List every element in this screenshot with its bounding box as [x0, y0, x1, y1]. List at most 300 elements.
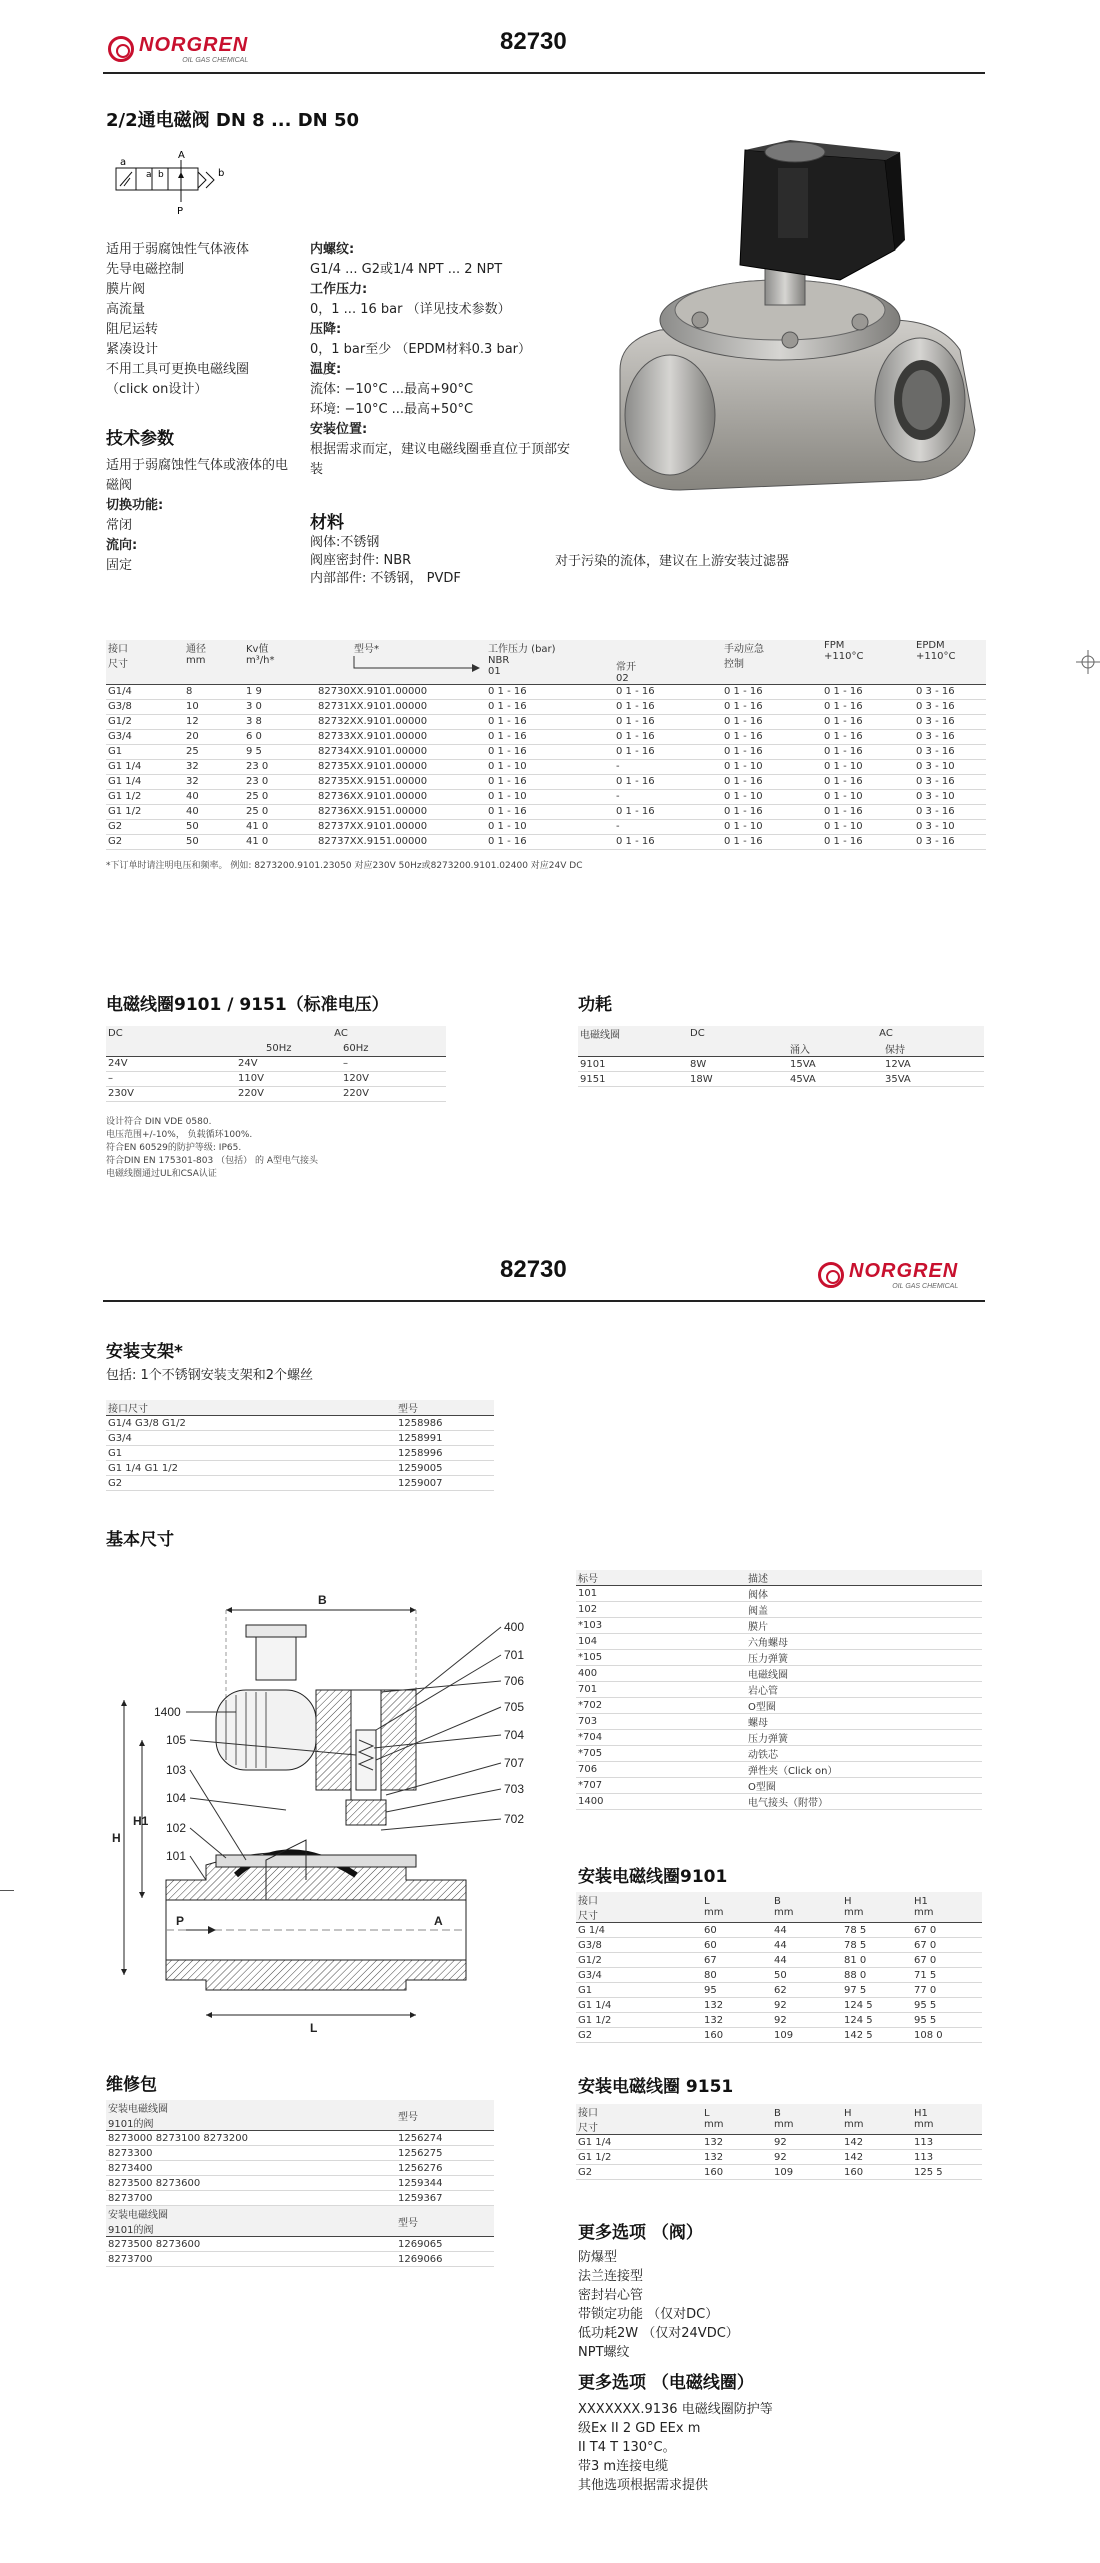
- parts-row-cell: 螺母: [746, 1714, 982, 1730]
- header-rule: [103, 72, 985, 74]
- repair-row: [106, 2146, 494, 2161]
- coil9101-row-cell: 160: [702, 2028, 772, 2043]
- coil9151-row-cell: 142: [842, 2150, 912, 2165]
- coil9101-row-cell: G1: [576, 1983, 702, 1998]
- parts-row-cell: *103: [576, 1618, 746, 1634]
- option-item: 法兰连接型: [578, 2269, 644, 2284]
- drop-value: 0，1 bar至少 （EPDM材料0.3 bar）: [310, 342, 532, 357]
- spec-row-cell: 0 1 - 16: [614, 729, 722, 744]
- repair-cell: 型号: [396, 2206, 494, 2237]
- repair-row: [106, 2237, 494, 2252]
- c9101-h: H mm: [842, 1892, 912, 1923]
- temp-label: 温度:: [310, 362, 342, 377]
- spec-row-cell: G1/4: [106, 684, 184, 699]
- col-bore: 通径 mm: [184, 640, 244, 684]
- parts-row: [576, 1746, 982, 1762]
- spec-row-cell: 0 3 - 16: [914, 684, 986, 699]
- spec-row-cell: G1 1/2: [106, 789, 184, 804]
- spec-row-cell: 12: [184, 714, 244, 729]
- spec-row-cell: 0 1 - 16: [614, 774, 722, 789]
- option-item: 低功耗2W （仅对24VDC）: [578, 2326, 739, 2341]
- parts-row-cell: *702: [576, 1698, 746, 1714]
- material-item: 内部部件: 不锈钢， PVDF: [310, 571, 461, 586]
- repair-cell: 1269066: [396, 2252, 494, 2267]
- parts-row-cell: 动铁芯: [746, 1746, 982, 1762]
- spec-row-cell: G1/2: [106, 714, 184, 729]
- coil9101-row-cell: 81 0: [842, 1953, 912, 1968]
- drop-label: 压降:: [310, 322, 342, 337]
- spec-row-cell: 0 1 - 16: [486, 834, 614, 849]
- parts-row-cell: O型圈: [746, 1778, 982, 1794]
- c9151-h: 接口 尺寸: [576, 2104, 702, 2135]
- bracket-title: 安装支架*: [106, 1342, 183, 1362]
- coil-row: [106, 1056, 446, 1071]
- coil9151-row-cell: 113: [912, 2150, 982, 2165]
- option-item: 带3 m连接电缆: [578, 2459, 669, 2474]
- crop-mark-left: [0, 1890, 14, 1891]
- coil-row-cell: 24V: [236, 1056, 341, 1071]
- option-item: II T4 T 130°C。: [578, 2440, 676, 2455]
- option-item: XXXXXXX.9136 电磁线圈防护等: [578, 2402, 773, 2417]
- spec-row: [106, 834, 986, 849]
- option-item: 级Ex II 2 GD EEx m: [578, 2421, 701, 2436]
- spec-row-cell: 0 1 - 16: [614, 684, 722, 699]
- spec-row-cell: 0 1 - 16: [486, 714, 614, 729]
- parts-row-cell: 703: [576, 1714, 746, 1730]
- switch-label: 切换功能:: [106, 498, 164, 513]
- main-spec-table: [106, 640, 986, 873]
- spec-row-cell: 0 1 - 16: [722, 744, 822, 759]
- spec-row-cell: 20: [184, 729, 244, 744]
- spec-row-cell: 0 1 - 16: [614, 714, 722, 729]
- spec-row-cell: 25 0: [244, 804, 316, 819]
- bracket-row-cell: G2: [106, 1476, 396, 1491]
- tech-left: [106, 456, 296, 576]
- coil-row-cell: –: [341, 1056, 446, 1071]
- repair-cell: 1256275: [396, 2146, 494, 2161]
- parts-row-cell: 阀盖: [746, 1602, 982, 1618]
- callout-1400: 1400: [154, 1705, 181, 1719]
- repair-cell: 8273700: [106, 2191, 396, 2206]
- spec-row-cell: 0 1 - 16: [822, 684, 914, 699]
- col-fpm: FPM +110°C: [822, 640, 914, 684]
- coil-note: 电压范围+/-10%， 负载循环100%.: [106, 1129, 253, 1140]
- dim-label-l: L: [310, 2021, 318, 2035]
- model-number: 82730: [500, 28, 567, 55]
- pw-h-coil: 电磁线圈: [578, 1026, 688, 1041]
- power-row-cell: 18W: [688, 1072, 788, 1087]
- parts-row: [576, 1634, 982, 1650]
- cv-h-ac: AC: [236, 1026, 446, 1041]
- coil9101-row-cell: 124 5: [842, 1998, 912, 2013]
- c9151-h: H mm: [842, 2104, 912, 2135]
- callout-102: 102: [166, 1821, 187, 1835]
- pw-h2: [688, 1041, 788, 1057]
- option-item: 其他选项根据需求提供: [578, 2478, 709, 2493]
- coil9151-row-cell: 142: [842, 2135, 912, 2150]
- repair-cell: 1259367: [396, 2191, 494, 2206]
- coil-row-cell: 220V: [341, 1086, 446, 1101]
- spec-row-cell: 0 1 - 16: [822, 804, 914, 819]
- spec-row-cell: 82736XX.9151.00000: [316, 804, 486, 819]
- spec-row-cell: 0 1 - 16: [822, 699, 914, 714]
- switch-value: 常闭: [106, 518, 133, 533]
- coil9151-row: [576, 2165, 982, 2180]
- spec-row-cell: 0 1 - 16: [486, 699, 614, 714]
- bk-h-port: 接口尺寸: [106, 1400, 396, 1416]
- thread-label: 内螺纹:: [310, 242, 355, 257]
- coil9101-row-cell: G1 1/4: [576, 1998, 702, 2013]
- parts-row-cell: 电气接头（附带）: [746, 1794, 982, 1810]
- spec-row-cell: 0 1 - 16: [722, 834, 822, 849]
- parts-row-cell: 电磁线圈: [746, 1666, 982, 1682]
- spec-row-cell: 0 1 - 10: [486, 759, 614, 774]
- repair-cell: 1256274: [396, 2131, 494, 2146]
- bracket-body: [106, 1416, 494, 1491]
- spec-row-cell: 0 1 - 16: [614, 804, 722, 819]
- norgren-logo-icon: [818, 1262, 844, 1288]
- repair-title: 维修包: [106, 2075, 157, 2095]
- logo-sub: OIL GAS CHEMICAL: [892, 1283, 959, 1290]
- spec-row-cell: 0 3 - 16: [914, 729, 986, 744]
- coil9101-row-cell: 80: [702, 1968, 772, 1983]
- materials-list: [310, 534, 461, 588]
- coil9151-row: [576, 2150, 982, 2165]
- parts-row: [576, 1762, 982, 1778]
- coil9101-row-cell: 95: [702, 1983, 772, 1998]
- spec-row-cell: 23 0: [244, 759, 316, 774]
- repair-cell: 型号: [396, 2100, 494, 2131]
- pw-h2: [578, 1041, 688, 1057]
- spec-row-cell: 82737XX.9151.00000: [316, 834, 486, 849]
- spec-row-cell: G1: [106, 744, 184, 759]
- c9101-h: B mm: [772, 1892, 842, 1923]
- feature-item: 紧凑设计: [106, 342, 159, 357]
- spec-row-cell: 0 1 - 10: [722, 759, 822, 774]
- spec-row-cell: 0 1 - 16: [486, 804, 614, 819]
- spec-row-cell: 23 0: [244, 774, 316, 789]
- parts-row: [576, 1682, 982, 1698]
- callout-704: 704: [504, 1728, 525, 1742]
- spec-row: [106, 759, 986, 774]
- repair-cell: 1259344: [396, 2176, 494, 2191]
- callout-101: 101: [166, 1849, 187, 1863]
- coil9101-row-cell: 77 0: [912, 1983, 982, 1998]
- coil9101-row-cell: 97 5: [842, 1983, 912, 1998]
- coil9101-row-cell: 92: [772, 1998, 842, 2013]
- spec-row-cell: 8: [184, 684, 244, 699]
- symbol-label-b: b: [218, 168, 225, 179]
- coil9101-row-cell: 78 5: [842, 1938, 912, 1953]
- feature-item: 阻尼运转: [106, 322, 159, 337]
- spec-row-cell: 41 0: [244, 834, 316, 849]
- spec-row-cell: 0 1 - 10: [486, 819, 614, 834]
- parts-row-cell: 岩心管: [746, 1682, 982, 1698]
- option-item: NPT螺纹: [578, 2345, 630, 2360]
- spec-row-cell: 0 1 - 16: [614, 744, 722, 759]
- norgren-logo-icon: [108, 36, 134, 62]
- bracket-row-cell: G1 1/4 G1 1/2: [106, 1461, 396, 1476]
- coil9151-row-cell: 132: [702, 2135, 772, 2150]
- spec-row-cell: 40: [184, 789, 244, 804]
- spec-row-cell: 1 9: [244, 684, 316, 699]
- bracket-row-cell: G3/4: [106, 1431, 396, 1446]
- temp-fluid: 流体: −10°C ...最高+90°C: [310, 382, 474, 397]
- cv-h-50: 50Hz: [236, 1041, 341, 1056]
- feature-item: 先导电磁控制: [106, 262, 185, 277]
- coil-row: [106, 1071, 446, 1086]
- spec-row-cell: 0 1 - 16: [822, 744, 914, 759]
- spec-row-cell: 0 1 - 16: [486, 774, 614, 789]
- parts-row: [576, 1650, 982, 1666]
- coil9101-row-cell: G3/4: [576, 1968, 702, 1983]
- col-manual: 手动应急 控制: [722, 640, 822, 684]
- svg-text:a: a: [146, 170, 152, 180]
- coil9101-row: [576, 1953, 982, 1968]
- spec-row-cell: 0 1 - 16: [722, 714, 822, 729]
- callout-105: 105: [166, 1733, 187, 1747]
- spec-row-cell: 50: [184, 834, 244, 849]
- coil9101-row-cell: 44: [772, 1938, 842, 1953]
- logo-sub: OIL GAS CHEMICAL: [182, 57, 249, 64]
- col-model-label: 型号*: [354, 644, 379, 655]
- callout-400: 400: [504, 1620, 525, 1634]
- material-item: 阀座密封件: NBR: [310, 553, 412, 568]
- coil-voltage-table-wrap: [106, 1026, 446, 1181]
- spec-row-cell: 0 3 - 10: [914, 759, 986, 774]
- repair-body: [106, 2100, 494, 2267]
- spec-row-cell: 3 8: [244, 714, 316, 729]
- feature-item: 膜片阀: [106, 282, 146, 297]
- spec-table-body: [106, 684, 986, 849]
- coil-note: 符合EN 60529的防护等级: IP65.: [106, 1142, 242, 1153]
- bracket-table: [106, 1400, 494, 1491]
- spec-row-cell: 0 1 - 16: [486, 684, 614, 699]
- spec-row-cell: 6 0: [244, 729, 316, 744]
- options-coil-list: [578, 2400, 773, 2495]
- coil9151-row-cell: 125 5: [912, 2165, 982, 2180]
- spec-row-cell: G2: [106, 834, 184, 849]
- spec-row-cell: 0 3 - 16: [914, 744, 986, 759]
- parts-row: [576, 1794, 982, 1810]
- spec-row-cell: 0 3 - 16: [914, 834, 986, 849]
- parts-row: [576, 1714, 982, 1730]
- power-row-cell: 15VA: [788, 1057, 883, 1072]
- options-coil-title: 更多选项 （电磁线圈）: [578, 2373, 754, 2393]
- spec-row-cell: -: [614, 789, 722, 804]
- spec-row-cell: 0 1 - 16: [614, 699, 722, 714]
- pressure-value: 0，1 ... 16 bar （详见技术参数）: [310, 302, 511, 317]
- callout-703: 703: [504, 1782, 525, 1796]
- logo-name: NORGREN: [139, 34, 249, 56]
- dim-label-h: H: [112, 1831, 121, 1845]
- spec-row: [106, 744, 986, 759]
- coil9101-row-cell: 60: [702, 1938, 772, 1953]
- coil9101-row-cell: 132: [702, 2013, 772, 2028]
- power-row-cell: 9101: [578, 1057, 688, 1072]
- pressure-label: 工作压力:: [310, 282, 368, 297]
- repair-cell: 8273700: [106, 2252, 396, 2267]
- spec-row-cell: 0 3 - 16: [914, 699, 986, 714]
- spec-row-cell: 50: [184, 819, 244, 834]
- repair-cell: 8273400: [106, 2161, 396, 2176]
- spec-row-cell: 32: [184, 774, 244, 789]
- coil9101-row-cell: G2: [576, 2028, 702, 2043]
- repair-cell: 安装电磁线圈 9101的阀: [106, 2206, 396, 2237]
- coil-note: 符合DIN EN 175301-803 （包括） 的 A型电气接头: [106, 1155, 318, 1166]
- spec-row: [106, 804, 986, 819]
- callout-707: 707: [504, 1756, 525, 1770]
- bracket-row: [106, 1446, 494, 1461]
- spec-row-cell: 0 1 - 10: [722, 789, 822, 804]
- spec-row-cell: 0 1 - 16: [822, 729, 914, 744]
- spec-row-cell: 0 1 - 16: [722, 684, 822, 699]
- parts-row-cell: 1400: [576, 1794, 746, 1810]
- power-row-cell: 45VA: [788, 1072, 883, 1087]
- coil9101-row-cell: 60: [702, 1923, 772, 1938]
- spec-row: [106, 774, 986, 789]
- bk-h-model: 型号: [396, 1400, 494, 1416]
- pw-h-inrush: 涌入: [788, 1041, 883, 1057]
- coil9101-row-cell: 95 5: [912, 2013, 982, 2028]
- bracket-row-cell: 1258986: [396, 1416, 494, 1431]
- spec-row: [106, 684, 986, 699]
- coil-row-cell: 220V: [236, 1086, 341, 1101]
- coil9101-row-cell: 50: [772, 1968, 842, 1983]
- parts-row: [576, 1602, 982, 1618]
- coil9101-row: [576, 1998, 982, 2013]
- coil9101-row: [576, 1968, 982, 1983]
- spec-row-cell: 3 0: [244, 699, 316, 714]
- pw-h-dc: DC: [688, 1026, 788, 1041]
- spec-row-cell: 0 1 - 16: [722, 699, 822, 714]
- spec-row-cell: 0 1 - 10: [486, 789, 614, 804]
- bracket-row: [106, 1431, 494, 1446]
- parts-row: [576, 1586, 982, 1602]
- model-number-2: 82730: [500, 1256, 567, 1283]
- parts-row: [576, 1698, 982, 1714]
- c9151-h: L mm: [702, 2104, 772, 2135]
- col-no: 常开 02: [614, 640, 722, 684]
- power-body: [578, 1057, 984, 1087]
- coil9101-row-cell: 108 0: [912, 2028, 982, 2043]
- parts-row-cell: 102: [576, 1602, 746, 1618]
- material-item: 阀体:不锈钢: [310, 535, 380, 550]
- parts-row: [576, 1666, 982, 1682]
- header-rule-2: [103, 1300, 985, 1302]
- parts-row: [576, 1618, 982, 1634]
- port-label-a: A: [434, 1914, 443, 1928]
- spec-row-cell: 0 1 - 10: [722, 819, 822, 834]
- coil9151-row-cell: G2: [576, 2165, 702, 2180]
- spec-row-cell: 82730XX.9101.00000: [316, 684, 486, 699]
- parts-body: [576, 1586, 982, 1810]
- flow-value: 固定: [106, 558, 133, 573]
- spec-row-cell: 0 1 - 16: [822, 714, 914, 729]
- spec-row-cell: 0 1 - 16: [486, 729, 614, 744]
- power-row-cell: 8W: [688, 1057, 788, 1072]
- c9101-h: H1 mm: [912, 1892, 982, 1923]
- repair-row: [106, 2206, 494, 2237]
- c9151-h: H1 mm: [912, 2104, 982, 2135]
- spec-row-cell: 82737XX.9101.00000: [316, 819, 486, 834]
- spec-row-cell: 82735XX.9151.00000: [316, 774, 486, 789]
- coil9151-row-cell: 92: [772, 2135, 842, 2150]
- power-row: [578, 1072, 984, 1087]
- cv-h-dc: DC: [106, 1026, 236, 1041]
- parts-row-cell: 六角螺母: [746, 1634, 982, 1650]
- options-valve-list: [578, 2248, 739, 2362]
- spec-table-header: [106, 640, 986, 684]
- coil9101-row: [576, 1923, 982, 1938]
- parts-h-no: 标号: [576, 1570, 746, 1586]
- spec-row-cell: 0 1 - 16: [486, 744, 614, 759]
- callout-705: 705: [504, 1700, 525, 1714]
- repair-row: [106, 2100, 494, 2131]
- spec-row-cell: 82736XX.9101.00000: [316, 789, 486, 804]
- parts-table-wrap: [576, 1570, 982, 1810]
- parts-row: [576, 1778, 982, 1794]
- feature-item: 适用于弱腐蚀性气体液体: [106, 242, 250, 257]
- coil-row-cell: 230V: [106, 1086, 236, 1101]
- coil9151-row-cell: 160: [842, 2165, 912, 2180]
- coil9151-table: [576, 2104, 982, 2180]
- coil9101-row-cell: 44: [772, 1923, 842, 1938]
- repair-cell: 8273500 8273600: [106, 2176, 396, 2191]
- repair-cell: 8273300: [106, 2146, 396, 2161]
- coil-note: 电磁线圈通过UL和CSA认证: [106, 1168, 217, 1179]
- flow-label: 流向:: [106, 538, 138, 553]
- repair-table: [106, 2100, 494, 2267]
- parts-table: [576, 1570, 982, 1810]
- dim-label-b: B: [318, 1593, 327, 1607]
- materials-title: 材料: [310, 513, 344, 533]
- bracket-row-cell: 1258996: [396, 1446, 494, 1461]
- coil-row-cell: 110V: [236, 1071, 341, 1086]
- spec-row-cell: 25: [184, 744, 244, 759]
- spec-row: [106, 699, 986, 714]
- spec-row-cell: 82733XX.9101.00000: [316, 729, 486, 744]
- callout-104: 104: [166, 1791, 187, 1805]
- parts-row-cell: 膜片: [746, 1618, 982, 1634]
- parts-row-cell: 101: [576, 1586, 746, 1602]
- mount-value: 根据需求而定，建议电磁线圈垂直位于顶部安装: [310, 442, 571, 477]
- tech-right: [310, 240, 580, 480]
- spec-row-cell: 82734XX.9101.00000: [316, 744, 486, 759]
- coil9101-row-cell: 95 5: [912, 1998, 982, 2013]
- coil9101-row-cell: 124 5: [842, 2013, 912, 2028]
- coil9101-title: 安装电磁线圈9101: [578, 1867, 728, 1887]
- spec-row: [106, 729, 986, 744]
- power-table: [578, 1026, 984, 1087]
- coil9101-row-cell: G1/2: [576, 1953, 702, 1968]
- coil-row-cell: 120V: [341, 1071, 446, 1086]
- coil9101-table: [576, 1892, 982, 2043]
- coil9151-body: [576, 2135, 982, 2180]
- svg-text:b: b: [158, 170, 164, 180]
- spec-row-cell: 82735XX.9101.00000: [316, 759, 486, 774]
- feature-item: 高流量: [106, 302, 146, 317]
- parts-row-cell: *707: [576, 1778, 746, 1794]
- power-row-cell: 9151: [578, 1072, 688, 1087]
- repair-row: [106, 2176, 494, 2191]
- power-title: 功耗: [578, 995, 612, 1015]
- coil9101-row-cell: G 1/4: [576, 1923, 702, 1938]
- col-nbr: 工作压力 (bar) NBR 01: [486, 640, 614, 684]
- spec-row-cell: G2: [106, 819, 184, 834]
- spec-row-cell: 0 1 - 10: [822, 819, 914, 834]
- tech-params-title: 技术参数: [106, 429, 174, 449]
